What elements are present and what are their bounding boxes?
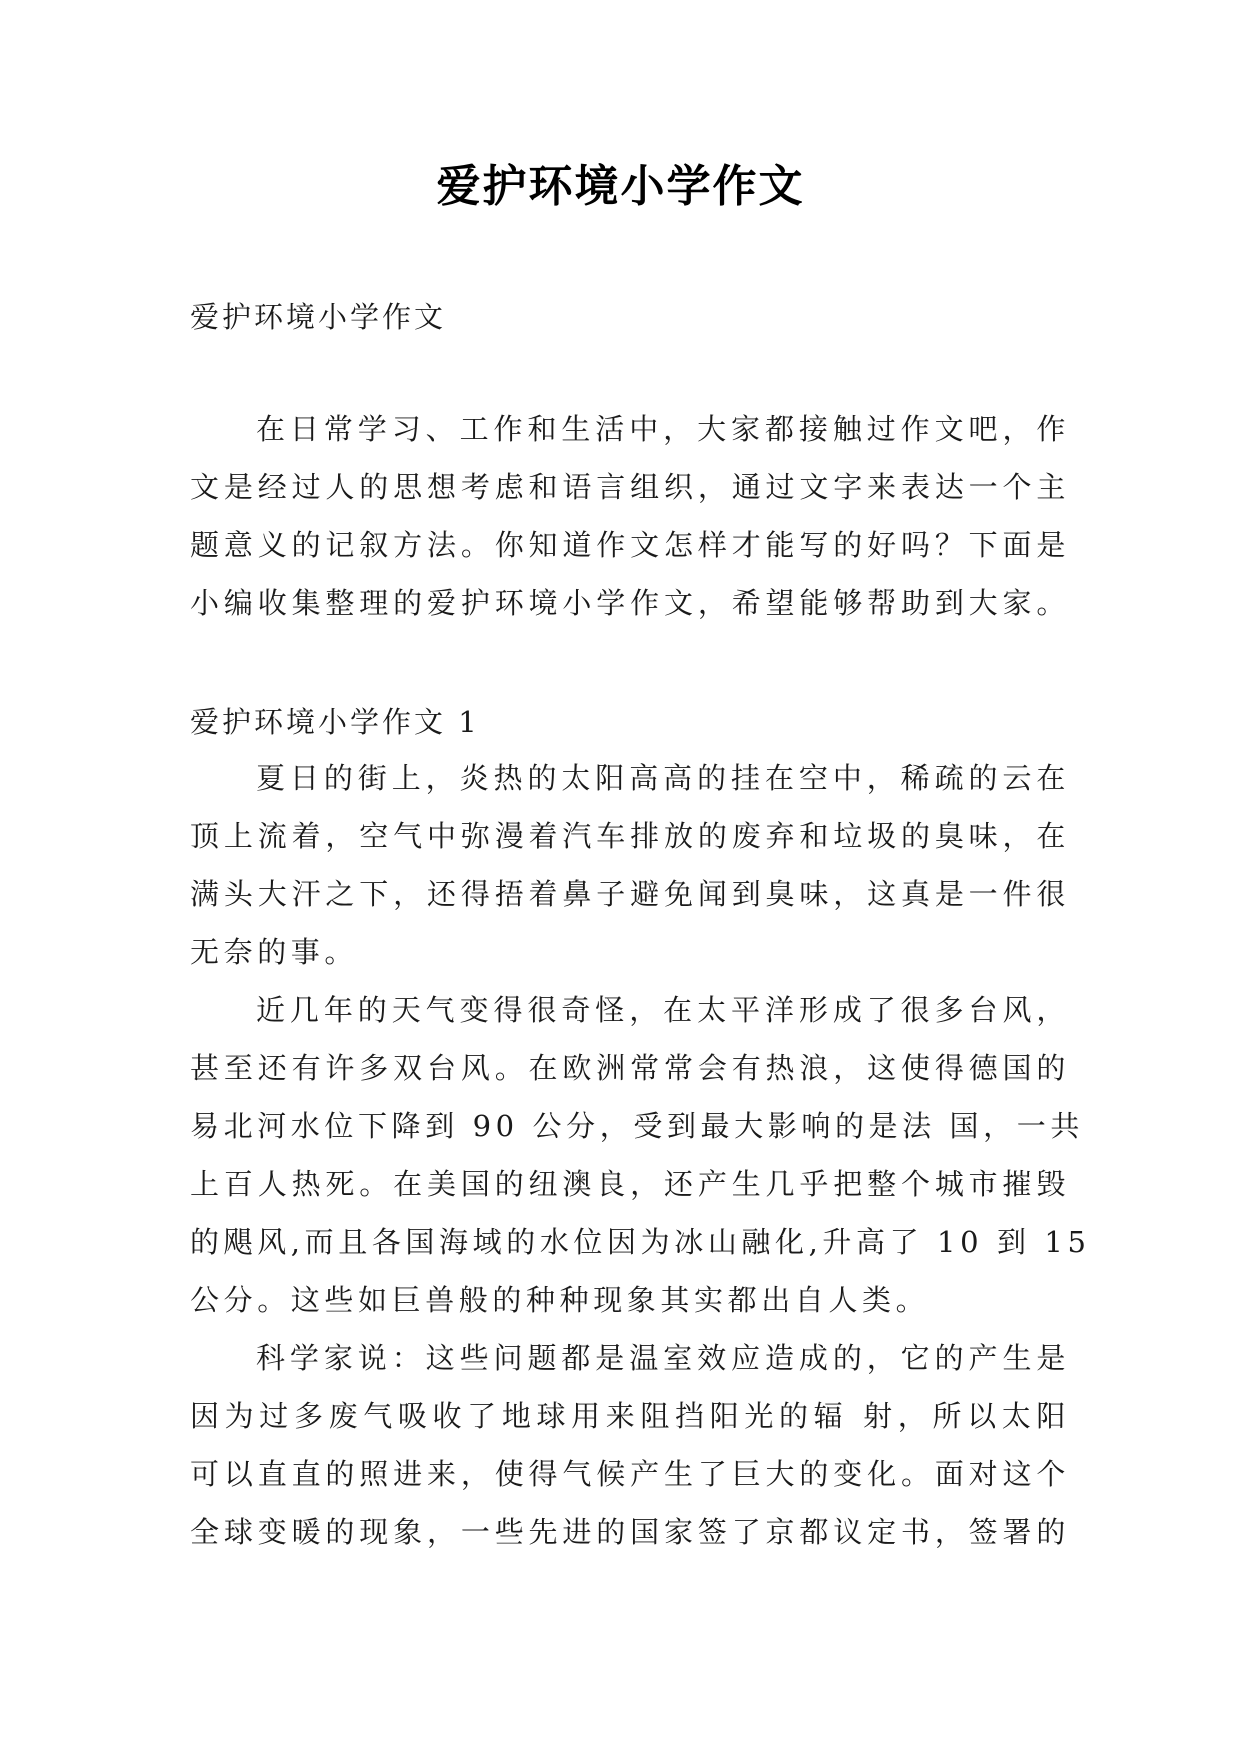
paragraph-line: 近几年的天气变得很奇怪，在太平洋形成了很多台风，	[256, 993, 1070, 1027]
paragraph-line: 满头大汗之下，还得捂着鼻子避免闻到臭味，这真是一件很	[190, 877, 1070, 911]
essay-paragraph-2	[190, 981, 1091, 1329]
paragraph-line: 公分。这些如巨兽般的种种现象其实都出自人类。	[190, 1283, 930, 1317]
intro-paragraph	[190, 400, 1070, 632]
document-title: 爱护环境小学作文	[436, 161, 805, 212]
paragraph-line: 可以直直的照进来，使得气候产生了巨大的变化。面对这个	[190, 1457, 1070, 1491]
paragraph-line: 无奈的事。	[190, 935, 359, 969]
paragraph-line: 科学家说：这些问题都是温室效应造成的，它的产生是	[256, 1341, 1070, 1375]
essay-paragraph-3	[190, 1329, 1070, 1561]
paragraph-line: 甚至还有许多双台风。在欧洲常常会有热浪，这使得德国的	[190, 1051, 1070, 1085]
paragraph-line: 的飓风,而且各国海域的水位因为冰山融化,升高了 10 到 15	[190, 1225, 1091, 1259]
document-subtitle: 爱护环境小学作文	[190, 300, 447, 334]
paragraph-line: 易北河水位下降到 90 公分，受到最大影响的是法 国，一共	[190, 1109, 1084, 1143]
paragraph-line: 上百人热死。在美国的纽澳良，还产生几乎把整个城市摧毁	[190, 1167, 1070, 1201]
essay-paragraph-1	[190, 749, 1070, 981]
paragraph-line: 因为过多废气吸收了地球用来阻挡阳光的辐 射，所以太阳	[190, 1399, 1070, 1433]
paragraph-line: 夏日的街上，炎热的太阳高高的挂在空中，稀疏的云在	[256, 761, 1070, 795]
paragraph-line: 顶上流着，空气中弥漫着汽车排放的废弃和垃圾的臭味，在	[190, 819, 1070, 853]
intro-line: 在日常学习、工作和生活中，大家都接触过作文吧，作	[256, 412, 1070, 446]
intro-line: 小编收集整理的爱护环境小学作文，希望能够帮助到大家。	[190, 586, 1070, 620]
intro-line: 文是经过人的思想考虑和语言组织，通过文字来表达一个主	[190, 470, 1070, 504]
intro-line: 题意义的记叙方法。你知道作文怎样才能写的好吗？下面是	[190, 528, 1070, 562]
essay-heading: 爱护环境小学作文 1	[190, 705, 480, 739]
paragraph-line: 全球变暖的现象，一些先进的国家签了京都议定书，签署的	[190, 1515, 1070, 1549]
